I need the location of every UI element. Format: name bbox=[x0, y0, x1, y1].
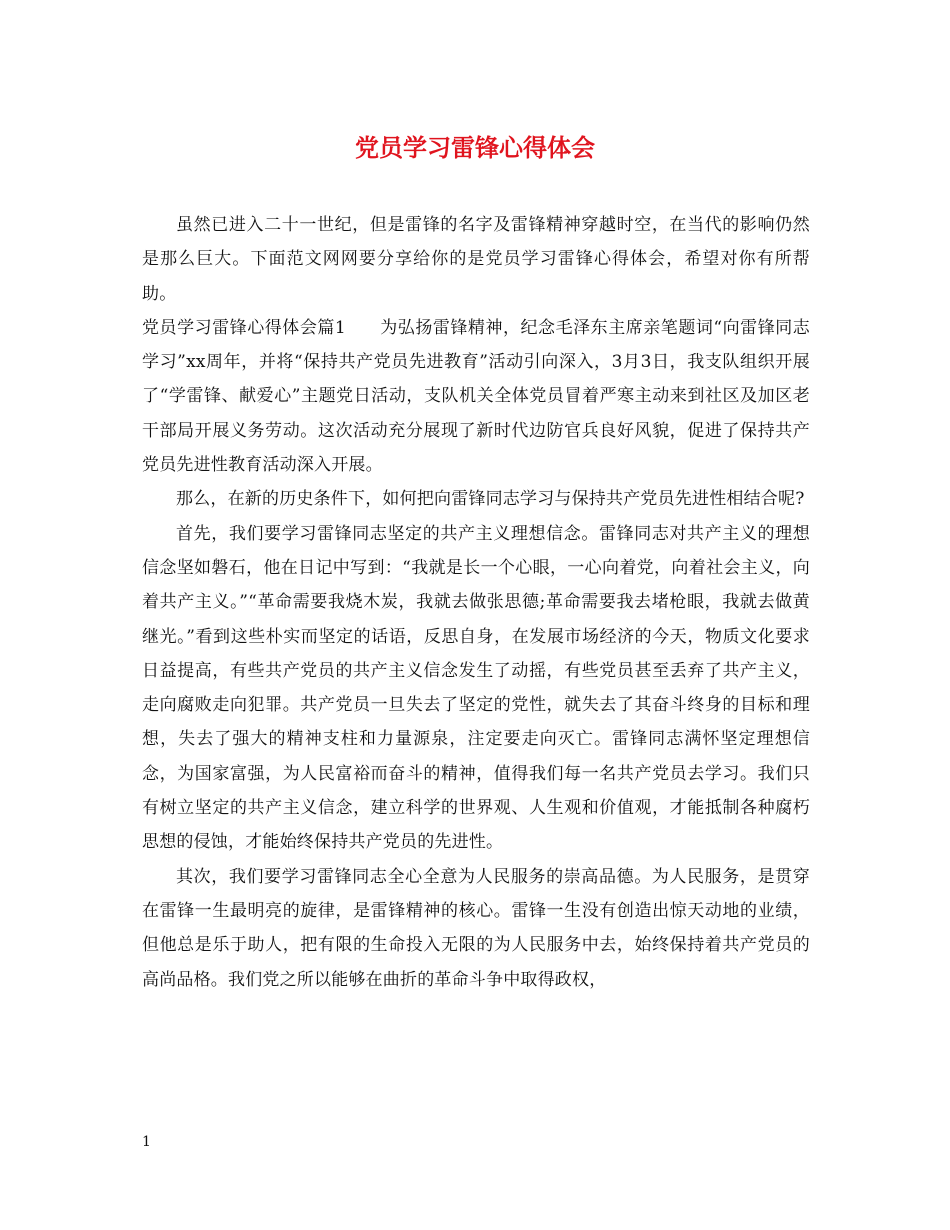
section-heading: 党员学习雷锋心得体会篇1 bbox=[142, 317, 346, 338]
page-number: 1 bbox=[142, 1134, 151, 1150]
body-paragraph: 那么，在新的历史条件下，如何把向雷锋同志学习与保持共产党员先进性相结合呢? bbox=[176, 489, 805, 510]
document-title: 党员学习雷锋心得体会 bbox=[355, 133, 595, 162]
section-paragraph bbox=[142, 311, 810, 482]
document-body bbox=[142, 208, 810, 997]
body-paragraph: 其次，我们要学习雷锋同志全心全意为人民服务的崇高品德。为人民服务，是贯穿在雷锋一生最明亮的旋律，是雷锋精神的核心。雷锋一生没有创造出惊天动地的业绩，但他总是乐于助人，把有限的生命投入无限的为人民服务中去，始终保持着共产党员的高尚品格。我们党之所以能够在曲折的革命斗争中取得政权， bbox=[142, 866, 810, 990]
section-first-paragraph: 为弘扬雷锋精神，纪念毛泽东主席亲笔题词“向雷锋同志学习”xx周年，并将“保持共产党员先进教育”活动引向深入，3月3日，我支队组织开展了“学雷锋、献爱心”主题党日活动，支队机关全体党员冒着严寒主动来到社区及加区老干部局开展义务劳动。这次活动充分展现了新时代边防官兵良好风貌，促进了保持共产党员先进性教育活动深入开展。 bbox=[142, 317, 810, 476]
intro-paragraph: 虽然已进入二十一世纪，但是雷锋的名字及雷锋精神穿越时空，在当代的影响仍然是那么巨大。下面范文网网要分享给你的是党员学习雷锋心得体会，希望对你有所帮助。 bbox=[142, 215, 810, 304]
body-paragraph: 首先，我们要学习雷锋同志坚定的共产主义理想信念。雷锋同志对共产主义的理想信念坚如磐石，他在日记中写到：“我就是长一个心眼，一心向着党，向着社会主义，向着共产主义。”“革命需要我烧木炭，我就去做张思德;革命需要我去堵枪眼，我就去做黄继光。”看到这些朴实而坚定的话语，反思自身，在发展市场经济的今天，物质文化要求日益提高，有些共产党员的共产主义信念发生了动摇，有些党员甚至丢弃了共产主义，走向腐败走向犯罪。共产党员一旦失去了坚定的党性，就失去了其奋斗终身的目标和理想，失去了强大的精神支柱和力量源泉，注定要走向灭亡。雷锋同志满怀坚定理想信念，为国家富强，为人民富裕而奋斗的精神，值得我们每一名共产党员去学习。我们只有树立坚定的共产主义信念，建立科学的世界观、人生观和价值观，才能抵制各种腐朽思想的侵蚀，才能始终保持共产党员的先进性。 bbox=[142, 523, 810, 853]
